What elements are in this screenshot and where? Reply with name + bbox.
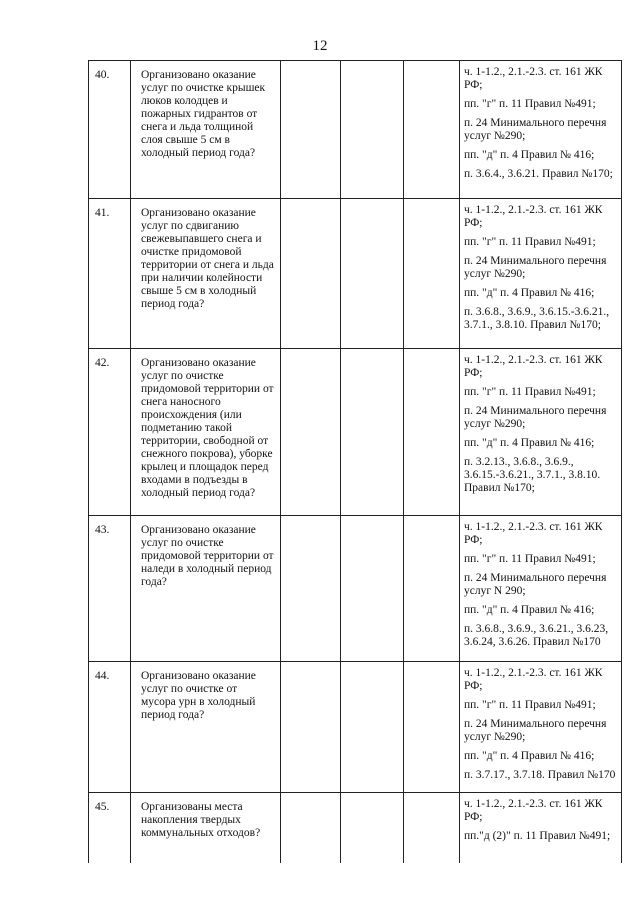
legal-reference: пп. "д" п. 4 Правил № 416;	[464, 287, 595, 299]
question-text: Организовано оказание услуг по сдвиганию свежевыпавшего снега и очистке придомовой территории от снега и льда при наличии колейности свыше 5 см в холодный период года?	[141, 207, 274, 310]
answer-yes-cell	[281, 61, 341, 199]
answer-no-cell	[341, 61, 404, 199]
legal-reference-list	[460, 61, 621, 181]
table-row	[89, 61, 622, 199]
table-row	[89, 516, 622, 662]
answer-no-cell	[341, 516, 404, 662]
legal-reference: ч. 1-1.2., 2.1.-2.3. ст. 161 ЖК РФ;	[464, 521, 603, 546]
answer-na-cell	[404, 199, 460, 349]
legal-reference-cell	[460, 199, 622, 349]
legal-reference-list	[460, 793, 621, 843]
row-number: 42.	[95, 357, 110, 369]
legal-reference: п. 24 Минимального перечня услуг №290;	[464, 255, 607, 280]
answer-na-cell	[404, 349, 460, 516]
table-row	[89, 349, 622, 516]
question-text: Организовано оказание услуг по очистке придомовой территории от наледи в холодный период года?	[141, 524, 274, 588]
legal-reference: п. 24 Минимального перечня услуг №290;	[464, 718, 607, 743]
table-row	[89, 793, 622, 864]
legal-reference: п. 3.7.17., 3.7.18. Правил №170	[464, 769, 616, 781]
question-text: Организованы места накопления твердых коммунальных отходов?	[141, 801, 261, 839]
legal-reference-cell	[460, 516, 622, 662]
answer-yes-cell	[281, 349, 341, 516]
legal-reference: пп. "г" п. 11 Правил №491;	[464, 386, 596, 398]
row-number-cell	[89, 349, 131, 516]
legal-reference: п. 3.6.8., 3.6.9., 3.6.21., 3.6.23, 3.6.24, 3.6.26. Правил №170	[464, 623, 609, 648]
row-number-cell	[89, 61, 131, 199]
legal-reference-list	[460, 199, 621, 332]
legal-reference: п. 3.2.13., 3.6.8., 3.6.9., 3.6.15.-3.6.21., 3.7.1., 3.8.10. Правил №170;	[464, 456, 601, 494]
legal-reference: ч. 1-1.2., 2.1.-2.3. ст. 161 ЖК РФ;	[464, 798, 603, 823]
legal-reference-list	[460, 349, 621, 495]
question-cell	[131, 61, 281, 199]
legal-reference: пп. "г" п. 11 Правил №491;	[464, 236, 596, 248]
row-number-cell	[89, 793, 131, 864]
legal-reference: ч. 1-1.2., 2.1.-2.3. ст. 161 ЖК РФ;	[464, 66, 603, 91]
answer-no-cell	[341, 349, 404, 516]
legal-reference-cell	[460, 61, 622, 199]
answer-yes-cell	[281, 199, 341, 349]
answer-na-cell	[404, 516, 460, 662]
table-row	[89, 199, 622, 349]
legal-reference: ч. 1-1.2., 2.1.-2.3. ст. 161 ЖК РФ;	[464, 667, 603, 692]
answer-no-cell	[341, 199, 404, 349]
question-text: Организовано оказание услуг по очистке крышек люков колодцев и пожарных гидрантов от снега и льда толщиной слоя свыше 5 см в холодный период года?	[141, 69, 266, 159]
question-cell	[131, 199, 281, 349]
row-number: 43.	[95, 524, 110, 536]
legal-reference: пп. "д" п. 4 Правил № 416;	[464, 604, 595, 616]
answer-yes-cell	[281, 662, 341, 793]
row-number: 44.	[95, 670, 110, 682]
legal-reference-list	[460, 662, 621, 782]
row-number-cell	[89, 199, 131, 349]
answer-no-cell	[341, 793, 404, 864]
answer-yes-cell	[281, 793, 341, 864]
legal-reference: пп. "д" п. 4 Правил № 416;	[464, 149, 595, 161]
legal-reference: ч. 1-1.2., 2.1.-2.3. ст. 161 ЖК РФ;	[464, 204, 603, 229]
legal-reference: ч. 1-1.2., 2.1.-2.3. ст. 161 ЖК РФ;	[464, 354, 603, 379]
row-number: 41.	[95, 207, 110, 219]
page-number: 12	[312, 38, 328, 54]
legal-reference: п. 24 Минимального перечня услуг №290;	[464, 405, 607, 430]
legal-reference: пп. "д" п. 4 Правил № 416;	[464, 437, 595, 449]
answer-yes-cell	[281, 516, 341, 662]
answer-na-cell	[404, 662, 460, 793]
legal-reference-list	[460, 516, 621, 649]
legal-reference: п. 3.6.8., 3.6.9., 3.6.15.-3.6.21., 3.7.1., 3.8.10. Правил №170;	[464, 306, 610, 331]
table-row	[89, 662, 622, 793]
legal-reference: п. 3.6.4., 3.6.21. Правил №170;	[464, 168, 613, 180]
row-number-cell	[89, 662, 131, 793]
question-cell	[131, 349, 281, 516]
legal-reference: пп. "д" п. 4 Правил № 416;	[464, 750, 595, 762]
checklist-table	[88, 60, 622, 863]
legal-reference-cell	[460, 662, 622, 793]
legal-reference: п. 24 Минимального перечня услуг N 290;	[464, 572, 607, 597]
row-number-cell	[89, 516, 131, 662]
question-cell	[131, 793, 281, 864]
answer-na-cell	[404, 61, 460, 199]
legal-reference: п. 24 Минимального перечня услуг №290;	[464, 117, 607, 142]
legal-reference: пп. "г" п. 11 Правил №491;	[464, 98, 596, 110]
row-number: 40.	[95, 69, 110, 81]
legal-reference: пп. "г" п. 11 Правил №491;	[464, 553, 596, 565]
row-number: 45.	[95, 801, 110, 813]
question-text: Организовано оказание услуг по очистке от мусора урн в холодный период года?	[141, 670, 256, 721]
legal-reference: пп. "г" п. 11 Правил №491;	[464, 699, 596, 711]
answer-na-cell	[404, 793, 460, 864]
legal-reference-cell	[460, 793, 622, 864]
legal-reference: пп."д (2)" п. 11 Правил №491;	[464, 830, 611, 842]
question-cell	[131, 662, 281, 793]
answer-no-cell	[341, 662, 404, 793]
question-cell	[131, 516, 281, 662]
question-text: Организовано оказание услуг по очистке придомовой территории от снега наносного происхождения (или подметанию такой территории, свободной от снежного покрова), уборке крылец и площадок перед входами в подъезды в холодный период года?	[141, 357, 274, 499]
legal-reference-cell	[460, 349, 622, 516]
